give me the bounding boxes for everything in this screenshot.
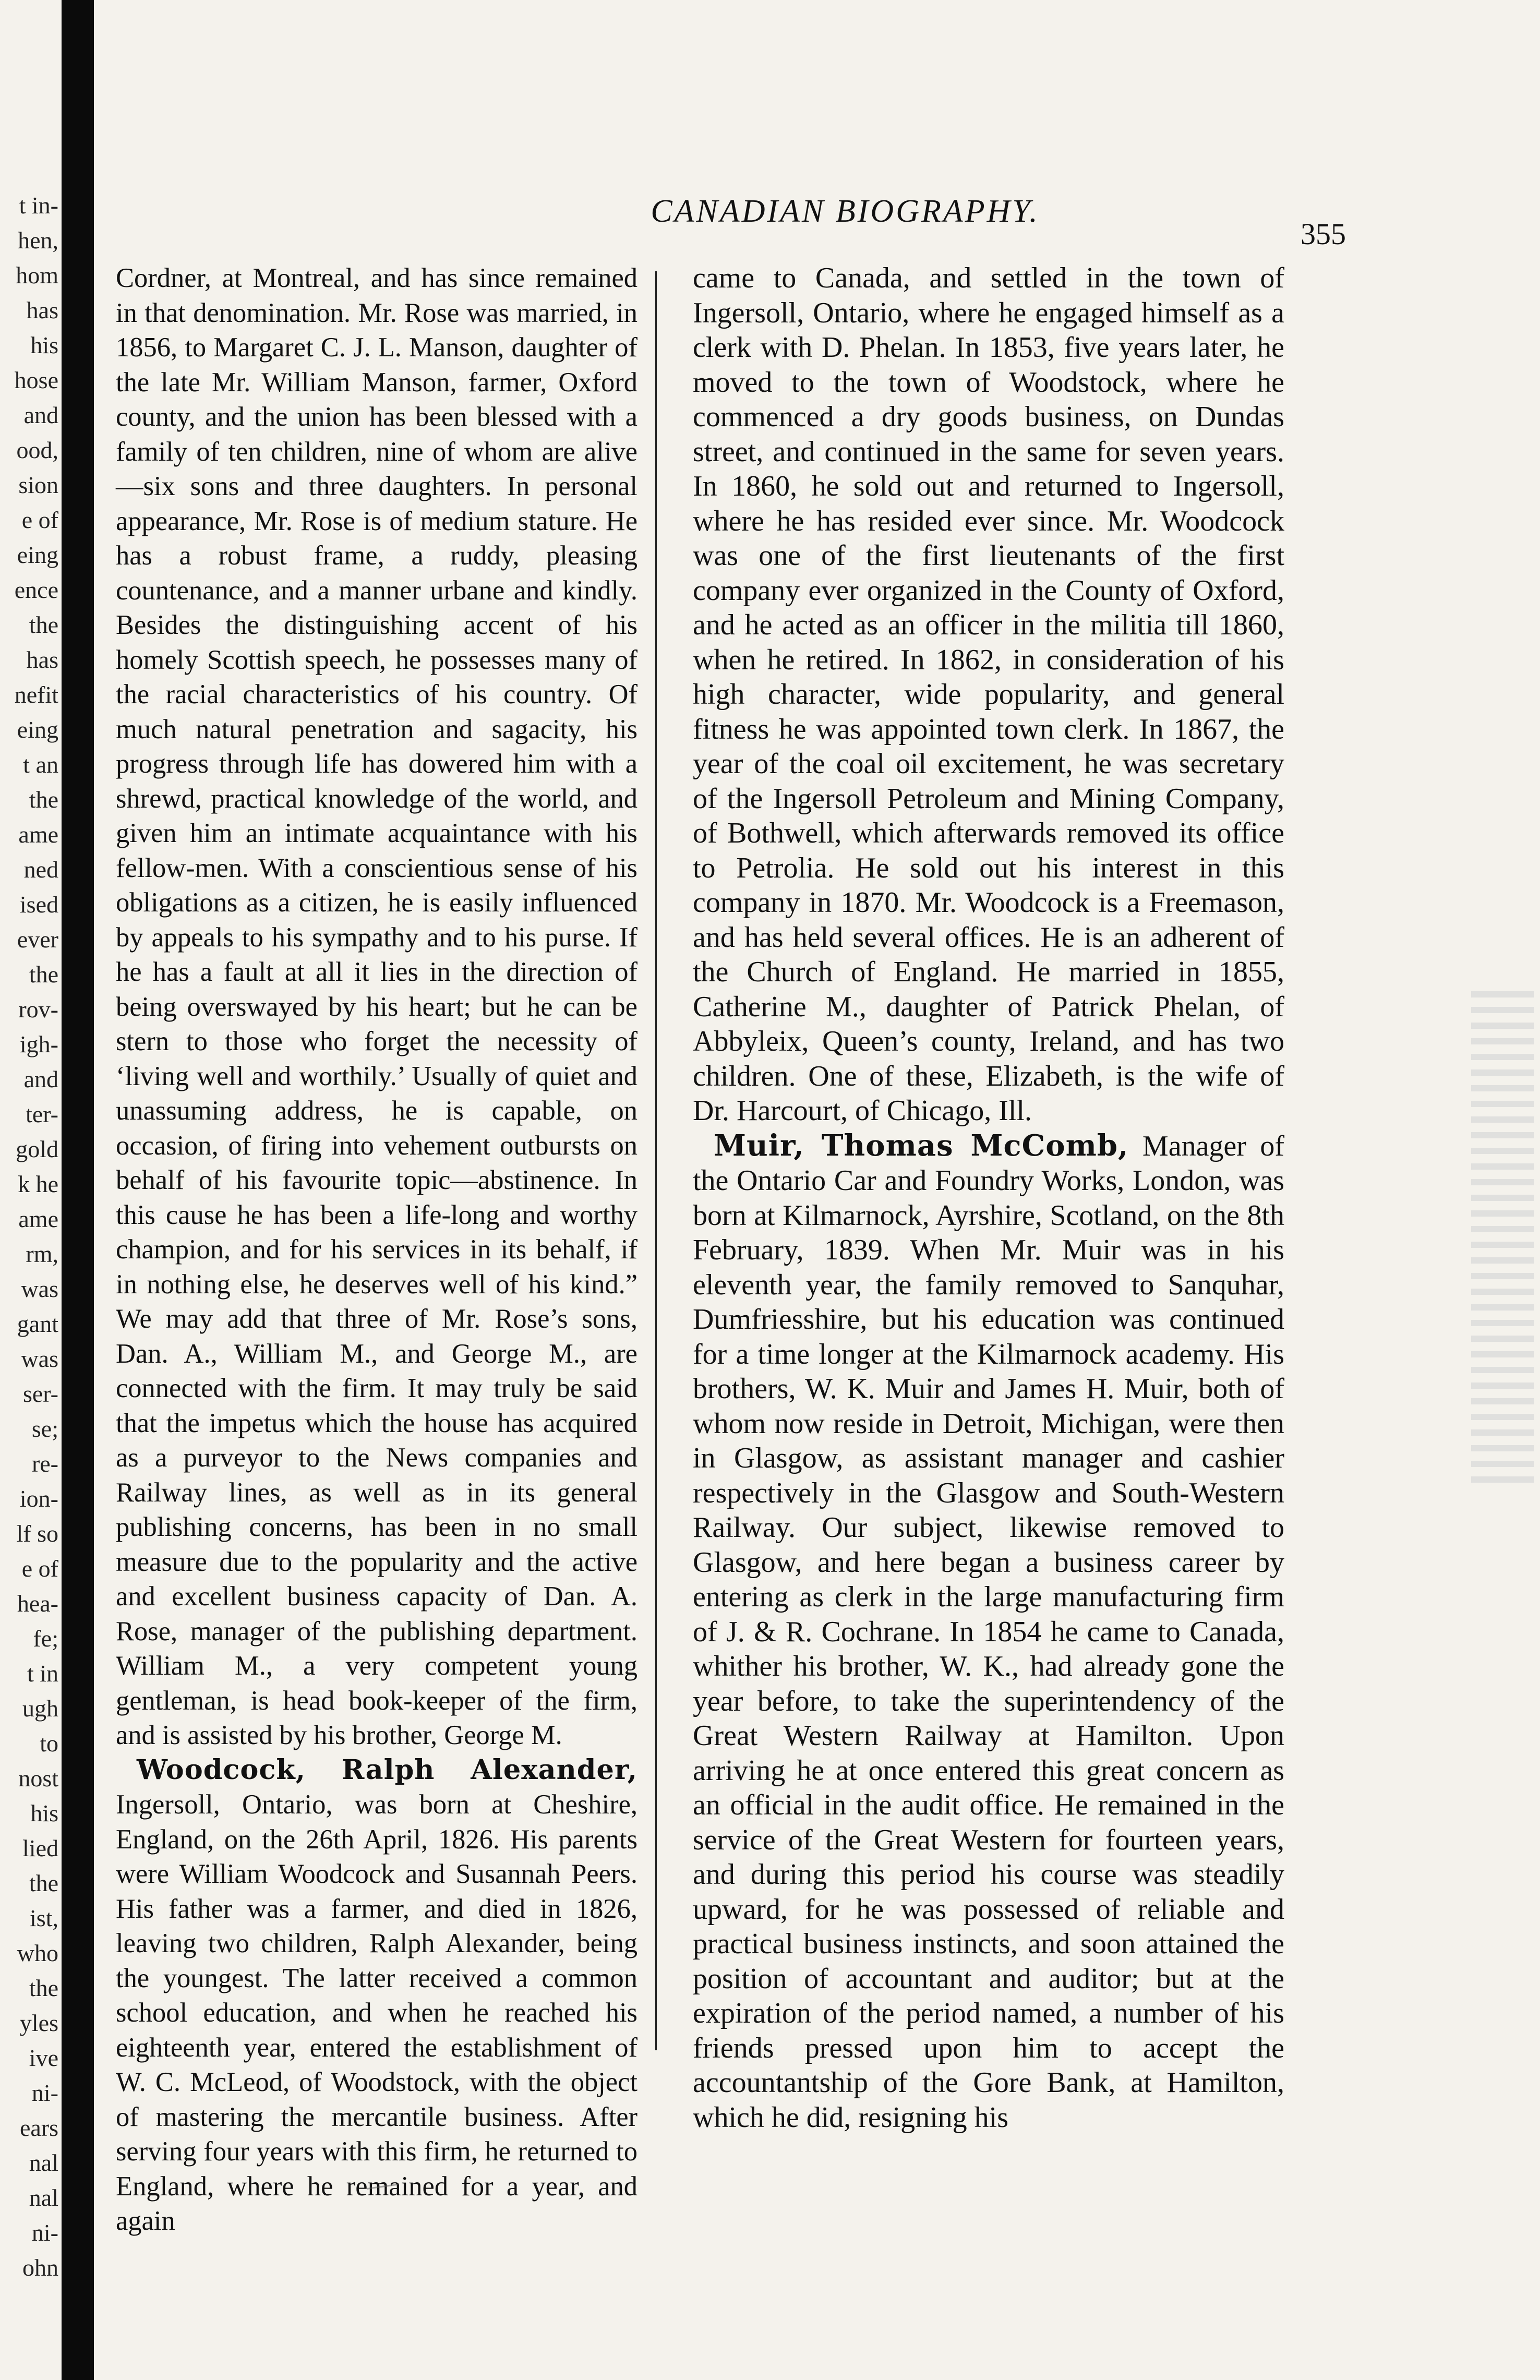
previous-page-fragment: ist, xyxy=(30,1905,58,1931)
previous-page-fragment: the xyxy=(29,786,58,813)
page-number: 355 xyxy=(1301,217,1346,251)
previous-page-fragment: ni- xyxy=(31,2080,58,2106)
previous-page-fragment: gant xyxy=(17,1311,58,1337)
previous-page-fragment: who xyxy=(17,1940,58,1966)
previous-page-fragment: the xyxy=(29,1870,58,1896)
previous-page-fragment: ive xyxy=(29,2045,58,2071)
previous-page-fragment: has xyxy=(26,646,58,673)
previous-page-fragment: was xyxy=(21,1276,58,1302)
previous-page-fragment: gold xyxy=(16,1136,58,1162)
ink-smudge xyxy=(364,2163,398,2190)
previous-page-fragment: hose xyxy=(14,367,58,393)
previous-page-fragment: igh- xyxy=(19,1031,58,1057)
rose-entry-continuation: Cordner, at Montreal, and has since remained in that denomination. Mr. Rose was married, in 1856, to Margaret C. J. L. Manson, daughter of the late Mr. William Manson, farmer, Oxford county, and the union has been blessed with a family of ten children, nine of whom are alive—six sons and three daughters. In personal appearance, Mr. Rose is of medium stature. He has a robust frame, a ruddy, pleasing countenance, and a manner urbane and kindly. Besides the distinguishing accent of his homely Scottish speech, he possesses many of the racial characteristics of his country. Of much natural penetration and sagacity, his progress through life has dowered him with a shrewd, practical knowledge of the world, and given him an intimate acquaintance with his fellow-men. With a conscientious sense of his obligations as a citizen, he is easily influenced by appeals to his sympathy and to his purse. If he has a fault at all it lies in the direction of being overswayed by his heart; but he can be stern to those who forget the necessity of ‘living well and worthily.’ Usually of quiet and unassuming address, he is capable, on occasion, of firing into vehement outbursts on behalf of his favourite topic—abstinence. In this cause he has been a life-long and worthy champion, and for his services in its behalf, if in nothing else, he deserves well of his kind.” We may add that three of Mr. Rose’s sons, Dan. A., William M., and George M., are connected with the firm. It may truly be said that the impetus which the house has acquired as a purveyor to the News companies and Railway lines, as well as in its general publishing concerns, has been in no small measure due to the popularity and the active and excellent business capacity of Dan. A. Rose, manager of the publishing department. William M., a very competent young gentleman, is head book-keeper of the firm, and is assisted by his brother, George M. xyxy=(116,263,637,1750)
previous-page-edge xyxy=(0,188,58,2281)
previous-page-fragment: re- xyxy=(31,1450,58,1477)
previous-page-fragment: and xyxy=(23,1066,58,1092)
previous-page-fragment: sion xyxy=(18,472,58,498)
previous-page-fragment: ter- xyxy=(26,1101,58,1127)
previous-page-fragment: e of xyxy=(21,507,58,533)
previous-page-fragment: ned xyxy=(23,856,58,883)
previous-page-fragment: his xyxy=(30,332,58,358)
previous-page-fragment: eing xyxy=(17,542,58,568)
previous-page-fragment: ised xyxy=(19,891,58,918)
previous-page-fragment: ence xyxy=(14,576,58,603)
woodcock-entry-continuation: came to Canada, and settled in the town of Ingersoll, Ontario, where he engaged himself as a clerk with D. Phelan. In 1853, five years later, he moved to the town of Woodstock, where he commenced a dry goods business, on Dundas street, and continued in the same for seven years. In 1860, he sold out and returned to Ingersoll, where he has resided ever since. Mr. Woodcock was one of the first lieutenants of the first company ever organized in the County of Oxford, and he acted as an officer in the militia till 1860, when he retired. In 1862, in consideration of his high character, wide popularity, and general fitness he was appointed town clerk. In 1867, the year of the coal oil excitement, he was secretary of the Ingersoll Petroleum and Mining Company, of Bothwell, which afterwards removed its office to Petrolia. He sold out his interest in this company in 1870. Mr. Woodcock is a Freemason, and has held several offices. He is an adherent of the Church of England. He married in 1855, Catherine M., daughter of Patrick Phelan, of Abbyleix, Queen’s county, Ireland, and has two children. One of these, Elizabeth, is the wife of Dr. Harcourt, of Chicago, Ill. xyxy=(693,262,1284,1127)
previous-page-fragment: lied xyxy=(22,1835,58,1861)
previous-page-fragment: k he xyxy=(18,1171,58,1197)
previous-page-fragment: t in- xyxy=(19,192,58,219)
previous-page-fragment: fe; xyxy=(33,1625,58,1652)
left-column xyxy=(116,261,637,2239)
previous-page-fragment: t in xyxy=(27,1660,58,1687)
previous-page-fragment: nal xyxy=(29,2149,58,2176)
column-divider xyxy=(655,271,657,2050)
previous-page-fragment: the xyxy=(29,961,58,988)
previous-page-fragment: ser- xyxy=(22,1380,58,1407)
previous-page-fragment: yles xyxy=(19,2010,58,2036)
previous-page-fragment: the xyxy=(29,611,58,638)
previous-page-fragment: and xyxy=(23,402,58,428)
running-head: CANADIAN BIOGRAPHY. xyxy=(651,194,1040,229)
previous-page-fragment: was xyxy=(21,1345,58,1372)
previous-page-fragment: the xyxy=(29,1975,58,2001)
previous-page-fragment: ni- xyxy=(31,2219,58,2246)
entry-heading-muir: Muir, Thomas McComb, xyxy=(714,1128,1129,1163)
muir-entry-text: Manager of the Ontario Car and Foundry Works, London, was born at Kilmarnock, Ayrshire, Scotland, on the 8th February, 1839. When Mr. Muir was in his eleventh year, the family removed to Sanquhar, Dumfriesshire, but his education was continued for a time longer at the Kilmarnock academy. His brothers, W. K. Muir and James H. Muir, both of whom now reside in Detroit, Michigan, were then in Glasgow, as assistant manager and cashier respectively in the Glasgow and South-Western Railway. Our subject, likewise removed to Glasgow, and here began a business career by entering as clerk in the large manufacturing firm of J. & R. Cochrane. In 1854 he came to Canada, whither his brother, W. K., had already gone the year before, to take the superintendency of the Great Western Railway at Hamilton. Upon arriving he at once entered this great concern as an official in the audit office. He remained in the service of the Great Western for fourteen years, and during this period his course was steadily upward, for he was possessed of reliable and practical business instincts, and soon attained the position of accountant and auditor; but at the expiration of the period named, a number of his friends pressed upon him to accept the accountantship of the Gore Bank, at Hamilton, which he did, resigning his xyxy=(693,1129,1284,2134)
previous-page-fragment: ood, xyxy=(16,437,58,463)
previous-page-fragment: nost xyxy=(18,1765,58,1792)
previous-page-fragment: hea- xyxy=(17,1590,58,1617)
muir-entry xyxy=(693,1128,1284,2135)
previous-page-fragment: nefit xyxy=(14,681,58,708)
previous-page-fragment: ame xyxy=(18,821,58,848)
previous-page-fragment: his xyxy=(30,1800,58,1826)
right-column xyxy=(693,261,1284,2135)
woodcock-entry-text: Ingersoll, Ontario, was born at Cheshire, England, on the 26th April, 1826. His parents were William Woodcock and Susannah Peers. His father was a farmer, and died in 1826, leaving two children, Ralph Alexander, being the youngest. The latter received a common school education, and when he reached his eighteenth year, entered the establishment of W. C. McLeod, of Woodstock, with the object of mastering the mercantile business. After serving four years with this firm, he returned to England, where he remained for a year, and again xyxy=(116,1789,637,2236)
previous-page-fragment: to xyxy=(40,1730,58,1757)
previous-page-fragment: has xyxy=(26,297,58,323)
previous-page-fragment: ohn xyxy=(22,2254,58,2281)
previous-page-fragment: ears xyxy=(19,2114,58,2141)
previous-page-fragment: eing xyxy=(17,716,58,743)
next-page-bleed xyxy=(1471,991,1534,1487)
previous-page-fragment: rm, xyxy=(26,1241,58,1267)
previous-page-fragment: se; xyxy=(31,1415,58,1442)
previous-page-fragment: t an xyxy=(23,751,58,778)
previous-page-fragment: hen, xyxy=(18,227,58,254)
previous-page-fragment: e of xyxy=(21,1555,58,1582)
previous-page-fragment: lf so xyxy=(16,1520,58,1547)
book-binding-shadow xyxy=(62,0,94,2380)
previous-page-fragment: rov- xyxy=(18,996,58,1023)
previous-page-fragment: hom xyxy=(16,262,58,289)
previous-page-fragment: nal xyxy=(29,2184,58,2211)
previous-page-fragment: ame xyxy=(18,1206,58,1232)
previous-page-fragment: ever xyxy=(17,926,58,953)
previous-page-fragment: ion- xyxy=(19,1485,58,1512)
previous-page-fragment: ugh xyxy=(22,1695,58,1722)
entry-heading-woodcock: Woodcock, Ralph Alexander, xyxy=(137,1753,637,1786)
